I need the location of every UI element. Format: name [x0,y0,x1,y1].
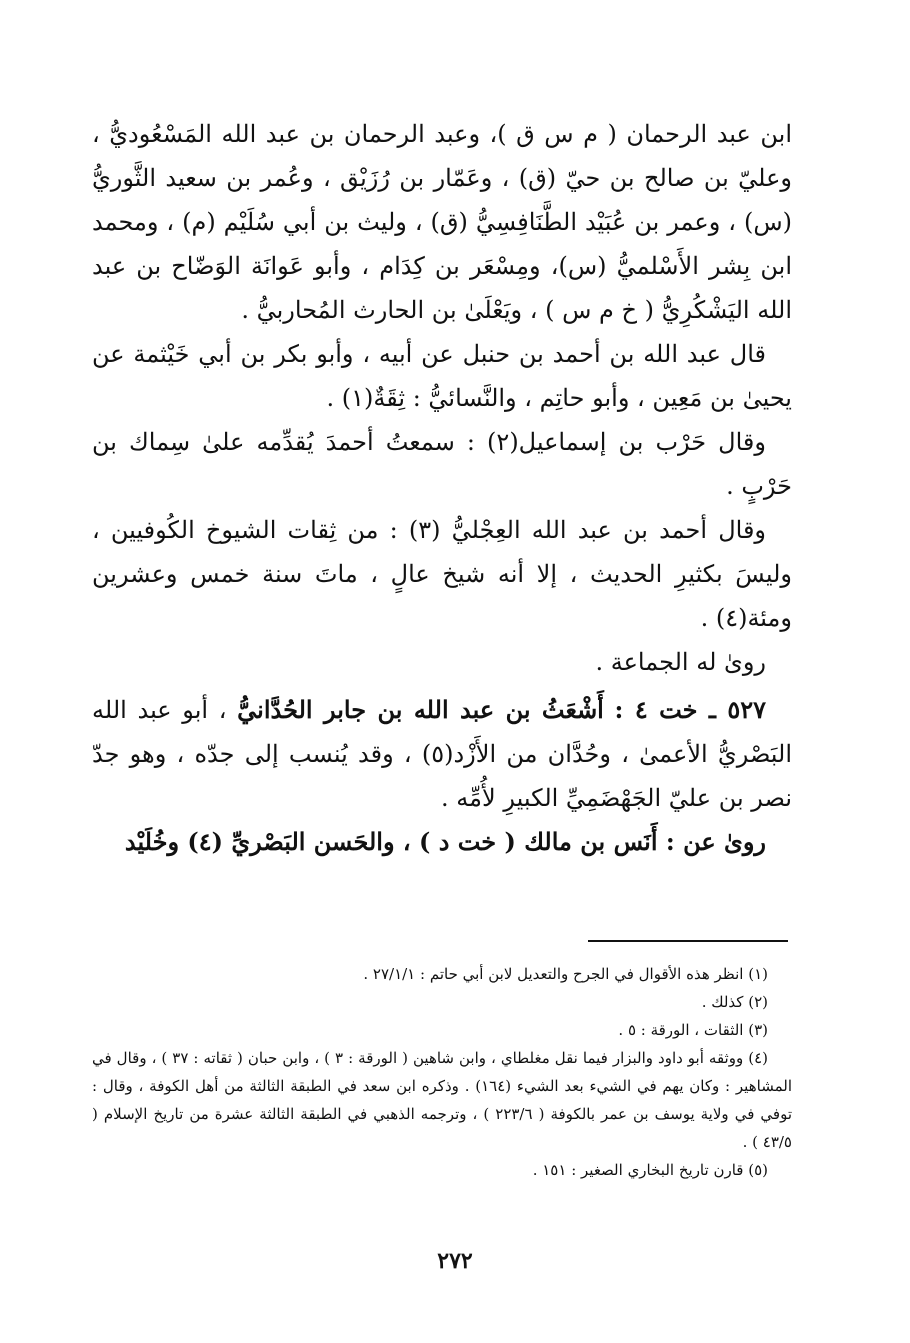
paragraph-jamaa: روىٰ له الجماعة . [595,648,766,676]
paragraph-narrators: ابن عبد الرحمان ( م س ق )، وعبد الرحمان بن عبد الله المَسْعُوديُّ ، وعليّ بن صالح بن حيّ (ق) ، وعَمّار بن رُزَيْق ، وعُمر بن سعيد الثَّوريُّ (س) ، وعمر بن عُبَيْد الطَّنَافِسِيُّ (ق) ، وليث بن أبي سُلَيْم (م) ، ومحمد ابن بِشر الأَسْلميُّ (س)، ومِسْعَر بن كِدَام ، وأبو عَوانَة الوَضّاح بن عبد الله اليَشْكُرِيُّ ( خ م س ) ، ويَعْلَىٰ بن الحارث المُحاربيُّ . [92,120,792,324]
entry-text: ، أبو عبد الله البَصْريُّ الأعمىٰ ، وحُدَّان من الأَزْد(٥) ، وقد يُنسب إلى جدّه ، وهو جدّ نصر بن عليّ الجَهْضَمِيِّ الكبيرِ لأُمِّه . [92,696,792,812]
footnote-3: (٣) الثقات ، الورقة : ٥ . [618,1021,768,1039]
main-text [92,112,792,864]
footnote-2: (٢) كذلك . [701,993,768,1011]
paragraph-harb: وقال حَرْب بن إسماعيل(٢) : سمعتُ أحمدَ يُقدِّمه علىٰ سِماك بن حَرْبٍ . [92,428,792,500]
entry-paragraph [92,688,792,820]
narrator-line: روىٰ عن : أَنَس بن مالك ( خت د ) ، والحَسن البَصْريِّ (٤) وخُلَيْد [124,827,766,856]
entry-number: ٥٢٧ ـ خت ٤ : [614,695,767,724]
paragraph-tawthiq: قال عبد الله بن أحمد بن حنبل عن أبيه ، وأبو بكر بن أبي خَيْثمة عن يحيىٰ بن مَعِين ، وأبو حاتِم ، والنَّسائيُّ : ثِقَةٌ(١) . [92,340,792,412]
entry-name: أَشْعَثُ بن عبد الله بن جابر الحُدَّانيُّ [237,695,604,724]
footnote-1: (١) انظر هذه الأقوال في الجرح والتعديل لابن أبي حاتم : ٢٧/١/١ . [363,965,768,983]
page-number: ٢٧٢ [437,1248,473,1274]
footnotes [92,960,792,1184]
footnote-5: (٥) قارن تاريخ البخاري الصغير : ١٥١ . [532,1161,768,1179]
footnote-4: (٤) ووثقه أبو داود والبزار فيما نقل مغلطاي ، وابن شاهين ( الورقة : ٣ ) ، وابن حبان ( ثقاته : ٣٧ ) ، وقال في المشاهير : وكان يهم في الشيء بعد الشيء (١٦٤) . وذكره ابن سعد في الطبقة الثالثة من أهل الكوفة ، وقال : توفي في ولاية يوسف بن عمر بالكوفة ( ٢٢٣/٦ ) ، وترجمه الذهبي في الطبقة الثالثة عشرة من تاريخ الإسلام ( ٤٣/٥ ) . [92,1049,792,1151]
footnote-separator [588,940,788,942]
paragraph-ijli: وقال أحمد بن عبد الله العِجْليُّ (٣) : من ثِقات الشيوخ الكُوفيين ، وليسَ بكثيرِ الحديث ، إلا أنه شيخ عالٍ ، ماتَ سنة خمس وعشرين ومئة(٤) . [92,516,792,632]
